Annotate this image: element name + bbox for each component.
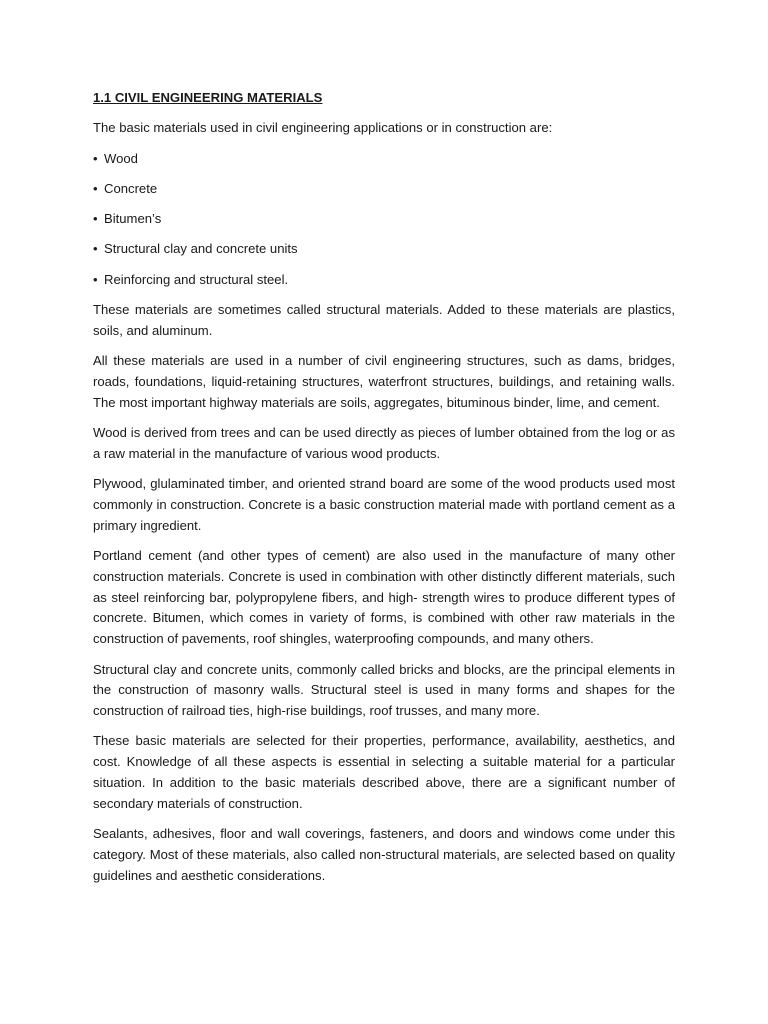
body-paragraph: Wood is derived from trees and can be used directly as pieces of lumber obtained from the log or as a raw material in the manufacture of various wood products. bbox=[93, 425, 675, 461]
bullet-item bbox=[93, 149, 675, 170]
bullet-icon: • bbox=[93, 271, 98, 287]
bullet-icon: • bbox=[93, 150, 98, 166]
bullet-item bbox=[93, 209, 675, 230]
body-paragraph: These basic materials are selected for their properties, performance, availability, aesthetics, and cost. Knowledge of all these aspects is essential in selecting a suitable material for a particular situation. In addition to the basic materials described above, there are a significant number of secondary materials of construction. bbox=[93, 733, 675, 811]
bullet-text: Bitumen’s bbox=[104, 211, 162, 227]
bullet-item bbox=[93, 179, 675, 200]
intro-sentence: The basic materials used in civil engineering applications or in construction are: bbox=[93, 120, 553, 136]
materials-bullet-list bbox=[93, 149, 675, 291]
body-paragraph: These materials are sometimes called structural materials. Added to these materials are plastics, soils, and aluminum. bbox=[93, 302, 675, 338]
body-paragraph: Portland cement (and other types of cement) are also used in the manufacture of many other construction materials. Concrete is used in combination with other distinctly different materials, such as steel reinforcing bar, polypropylene fibers, and high- strength wires to produce different types of concrete. Bitumen, which comes in variety of forms, is combined with other raw materials in the construction of pavements, roof shingles, waterproofing compounds, and many others. bbox=[93, 548, 675, 647]
bullet-text: Reinforcing and structural steel. bbox=[104, 271, 289, 287]
bullet-text: Concrete bbox=[104, 180, 158, 196]
body-paragraph: Sealants, adhesives, floor and wall coverings, fasteners, and doors and windows come under this category. Most of these materials, also called non-structural materials, are selected based on quality guidelines and aesthetic considerations. bbox=[93, 826, 675, 883]
bullet-item bbox=[93, 270, 675, 291]
bullet-icon: • bbox=[93, 180, 98, 196]
bullet-icon: • bbox=[93, 241, 98, 257]
section-heading: 1.1 CIVIL ENGINEERING MATERIALS bbox=[93, 90, 323, 105]
bullet-text: Structural clay and concrete units bbox=[104, 241, 298, 257]
bullet-item bbox=[93, 239, 675, 260]
body-paragraph: All these materials are used in a number of civil engineering structures, such as dams, bridges, roads, foundations, liquid-retaining structures, waterfront structures, buildings, and retaining walls. The most important highway materials are soils, aggregates, bituminous binder, lime, and cement. bbox=[93, 353, 675, 410]
bullet-text: Wood bbox=[104, 150, 138, 166]
bullet-icon: • bbox=[93, 211, 98, 227]
document-page bbox=[93, 88, 675, 896]
body-paragraph: Structural clay and concrete units, commonly called bricks and blocks, are the principal elements in the construction of masonry walls. Structural steel is used in many forms and shapes for the construction of railroad ties, high-rise buildings, roof trusses, and many more. bbox=[93, 661, 675, 719]
body-paragraph: Plywood, glulaminated timber, and oriented strand board are some of the wood products used most commonly in construction. Concrete is a basic construction material made with portland cement as a primary ingredient. bbox=[93, 476, 675, 533]
